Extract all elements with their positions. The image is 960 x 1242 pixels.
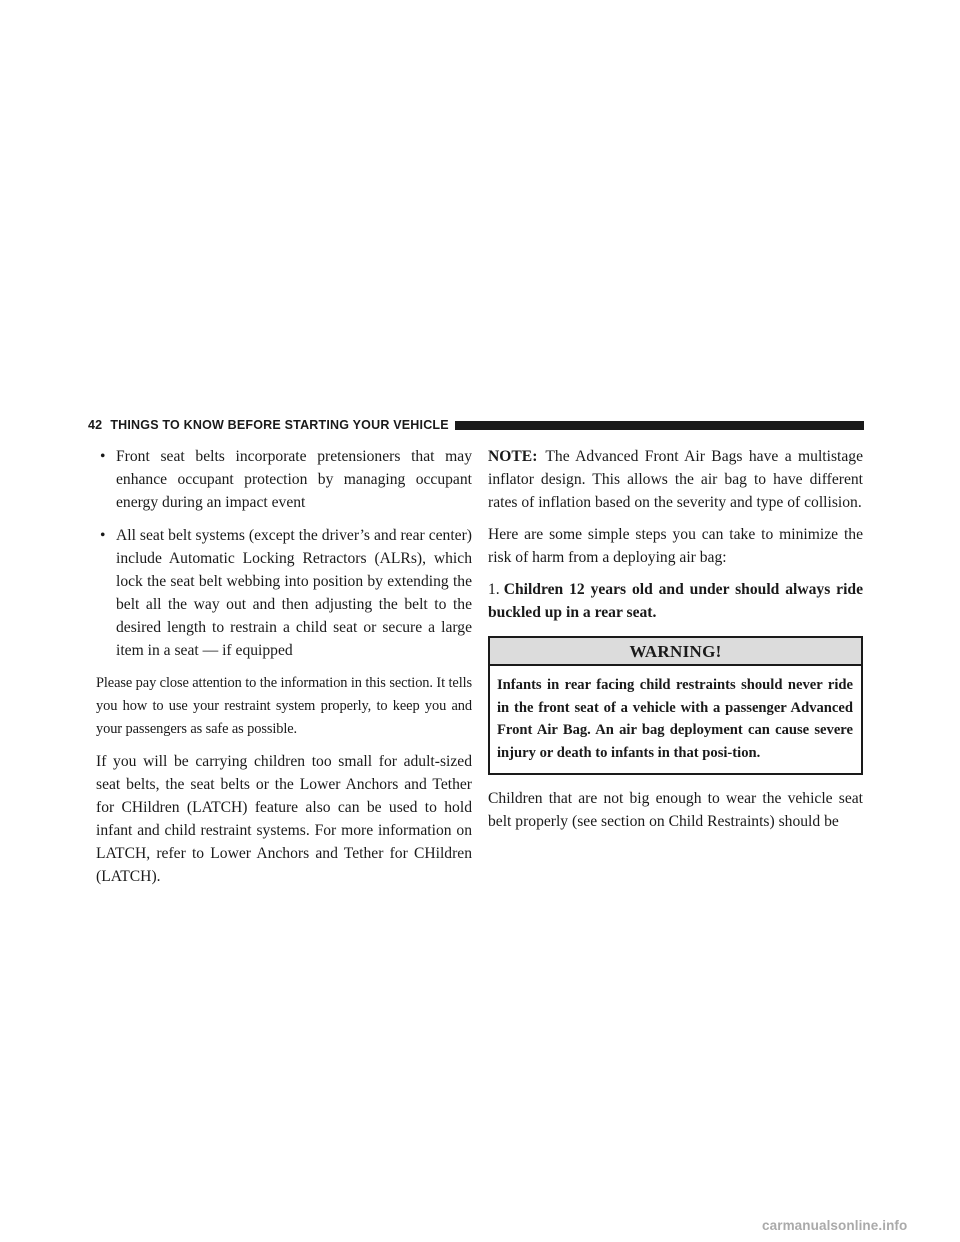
bullet-text: All seat belt systems (except the driver’s and rear center) include Automatic Locking Retractors (ALRs), which lock the seat belt webbing into position by extending the belt all the way out and then adjusting the belt to the desired length to restrain a child seat or secure a large item in a seat — if equipped	[116, 527, 472, 659]
header-rule	[455, 421, 864, 430]
bullet-symbol: •	[100, 448, 106, 465]
warning-title: WARNING!	[490, 638, 861, 666]
page-number: 42	[88, 418, 103, 432]
note-paragraph	[488, 445, 863, 514]
list-item	[96, 524, 472, 662]
page-header	[88, 416, 864, 434]
step-number: 1.	[488, 581, 500, 598]
bullet-symbol: •	[100, 527, 106, 544]
right-column	[488, 445, 863, 842]
intro-paragraph: Here are some simple steps you can take to minimize the risk of harm from a deploying air bag:	[488, 526, 863, 566]
note-label: NOTE:	[488, 448, 538, 465]
body-paragraph: Please pay close attention to the information in this section. It tells you how to use your restraint system properly, to keep you and your passengers as safe as possible.	[96, 675, 472, 737]
step-paragraph	[488, 578, 863, 624]
left-column	[96, 445, 472, 897]
step-text: Children 12 years old and under should always ride buckled up in a rear seat.	[488, 581, 863, 621]
warning-body: Infants in rear facing child restraints should never ride in the front seat of a vehicle with a passenger Advanced Front Air Bag. An air bag deployment can cause severe injury or death to infants in that posi-tion.	[497, 677, 853, 761]
note-text: The Advanced Front Air Bags have a multistage inflator design. This allows the air bag to have different rates of inflation based on the severity and type of collision.	[488, 448, 863, 511]
section-title: THINGS TO KNOW BEFORE STARTING YOUR VEHICLE	[110, 418, 449, 432]
bullet-text: Front seat belts incorporate pretensioners that may enhance occupant protection by managing occupant energy during an impact event	[116, 448, 472, 511]
watermark: carmanualsonline.info	[762, 1218, 908, 1233]
warning-box	[488, 636, 863, 775]
list-item	[96, 445, 472, 514]
body-paragraph: If you will be carrying children too small for adult-sized seat belts, the seat belts or the Lower Anchors and Tether for CHildren (LATCH) feature also can be used to hold infant and child restraint systems. For more information on LATCH, refer to Lower Anchors and Tether for CHildren (LATCH).	[96, 753, 472, 885]
closing-paragraph: Children that are not big enough to wear the vehicle seat belt properly (see section on Child Restraints) should be	[488, 790, 863, 830]
